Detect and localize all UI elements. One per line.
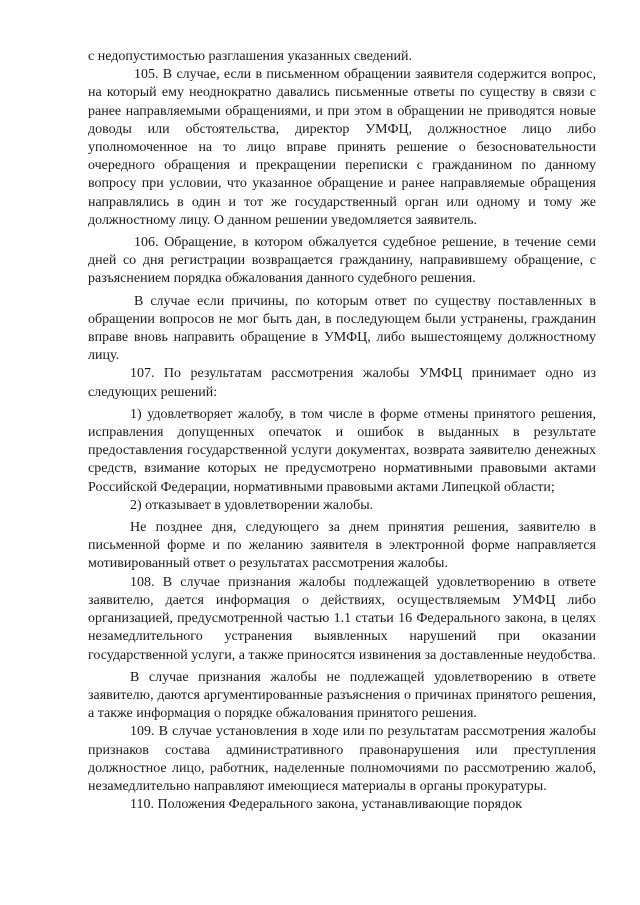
- paragraph-109: 109. В случае установления в ходе или по результатам рассмотрения жалобы признаков состава административного правонарушения или преступления должностное лицо, работник, наделенные полномочиями по рассмотрению жалоб, незамедлительно направляют имеющиеся материалы в органы прокуратуры.: [88, 724, 596, 794]
- paragraph-108: 108. В случае признания жалобы подлежащей удовлетворению в ответе заявителю, дается информация о действиях, осуществляемым УМФЦ либо организацией, предусмотренной частью 1.1 статьи 16 Федерального закона, в целях незамедлительного устранения выявленных нарушений при оказании государственной услуги, а также приносятся извинения за доставленные неудобства.: [88, 574, 596, 663]
- paragraph-108-rejection: В случае признания жалобы не подлежащей удовлетворению в ответе заявителю, даются аргументированные разъяснения о причинах принятого решения, а также информация о порядке обжалования принятого решения.: [88, 669, 596, 722]
- paragraph-106-reapply: В случае если причины, по которым ответ по существу поставленных в обращении вопросов не мог быть дан, в последующем были устранены, гражданин вправе вновь направить обращение в УМФЦ, либо вышестоящему должностному лицу.: [88, 293, 596, 364]
- paragraph-response-deadline: Не позднее дня, следующего за днем принятия решения, заявителю в письменной форме и по желанию заявителя в электронной форме направляется мотивированный ответ о результатах рассмотрения жалобы.: [88, 520, 596, 572]
- paragraph-105: 105. В случае, если в письменном обращении заявителя содержится вопрос, на который ему неоднократно давались письменные ответы по существу в связи с ранее направляемыми обращениями, и при этом в обращении не приводятся новые доводы или обстоятельства, директор УМФЦ, должностное лицо либо уполномоченное на то лицо вправе принять решение о безосновательности очередного обращения и прекращении переписки с гражданином по данному вопросу при условии, что указанное обращение и ранее направляемые обращения направлялись в один и тот же государственный орган или одному и тому же должностному лицу. О данном решении уведомляется заявитель.: [88, 67, 596, 228]
- paragraph-106: 106. Обращение, в котором обжалуется судебное решение, в течение семи дней со дня регистрации возвращается гражданину, направившему обращение, с разъяснением порядка обжалования данного судебного решения.: [88, 235, 596, 287]
- paragraph-107: 107. По результатам рассмотрения жалобы УМФЦ принимает одно из следующих решений:: [88, 366, 596, 400]
- list-item-refuse: 2) отказывает в удовлетворении жалобы.: [130, 497, 374, 513]
- paragraph-continuation: с недопустимостью разглашения указанных сведений.: [88, 49, 412, 64]
- paragraph-110: 110. Положения Федерального закона, устанавливающие порядок: [130, 797, 522, 813]
- list-item-satisfy: 1) удовлетворяет жалобу, в том числе в форме отмены принятого решения, исправления допущенных опечаток и ошибок в выданных в результате предоставления государственной услуги документах, возврата заявителю денежных средств, взимание которых не предусмотрено нормативными правовыми актами Российской Федерации, нормативными правовыми актами Липецкой области;: [88, 406, 596, 495]
- document-page: [88, 48, 596, 814]
